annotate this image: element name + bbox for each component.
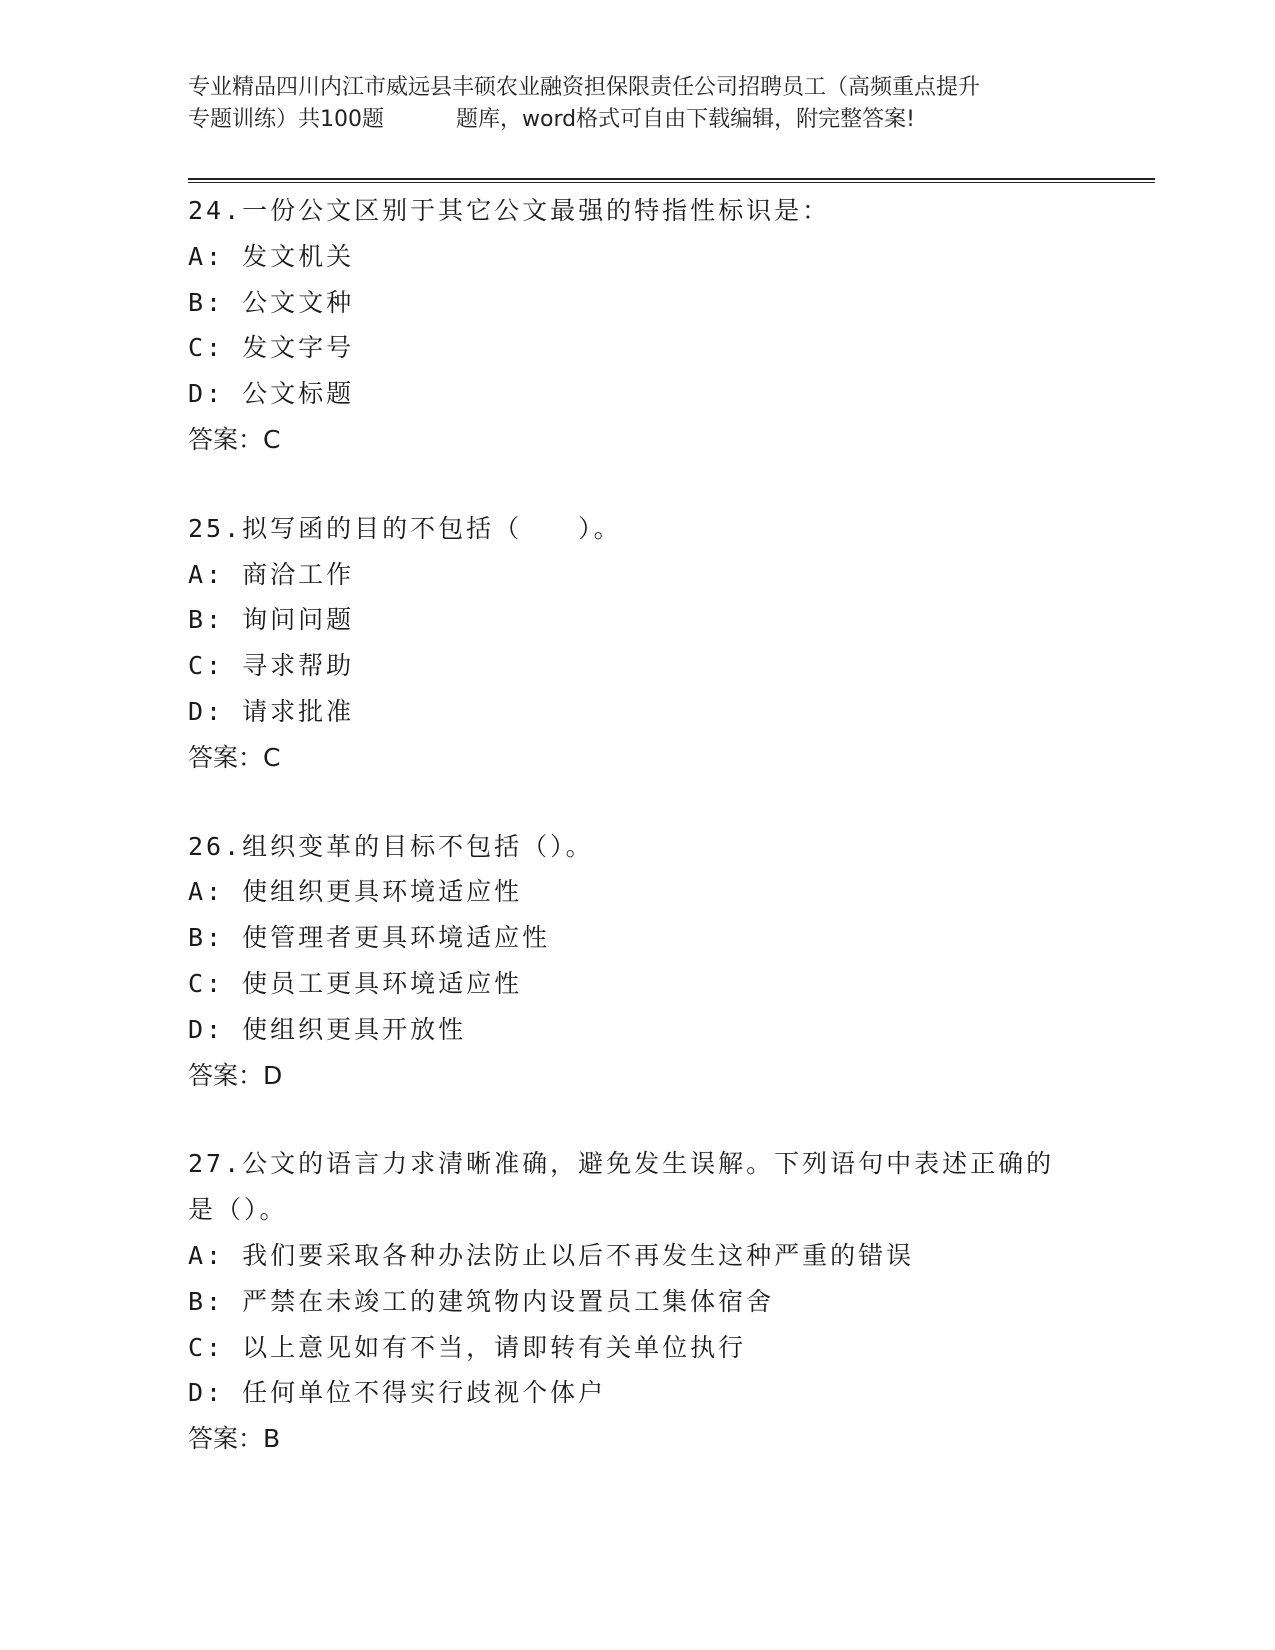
option-b: B: 使管理者更具环境适应性 bbox=[188, 923, 551, 953]
option-d: D: 请求批准 bbox=[188, 696, 355, 726]
option-b: B: 严禁在未竣工的建筑物内设置员工集体宿舍 bbox=[188, 1286, 775, 1316]
option-a: A: 商洽工作 bbox=[188, 559, 355, 589]
question-24 bbox=[188, 188, 1148, 463]
option-c: C: 发文字号 bbox=[188, 333, 355, 363]
option-c: C: 以上意见如有不当，请即转有关单位执行 bbox=[188, 1332, 747, 1362]
question-26 bbox=[188, 824, 1148, 1099]
question-25 bbox=[188, 506, 1148, 781]
header-divider-thin bbox=[188, 182, 1155, 183]
header-title-line2 bbox=[188, 104, 1098, 136]
question-stem: 27.公文的语言力求清晰准确，避免发生误解。下列语句中表述正确的 bbox=[188, 1149, 1055, 1179]
header-divider bbox=[188, 178, 1155, 180]
option-b: B: 公文文种 bbox=[188, 287, 355, 317]
option-d: D: 公文标题 bbox=[188, 379, 355, 409]
option-d: D: 任何单位不得实行歧视个体户 bbox=[188, 1378, 607, 1408]
answer: 答案：B bbox=[188, 1424, 281, 1454]
option-c: C: 寻求帮助 bbox=[188, 651, 355, 681]
answer: 答案：C bbox=[188, 424, 281, 454]
question-stem: 24.一份公文区别于其它公文最强的特指性标识是： bbox=[188, 196, 831, 225]
option-a: A: 使组织更具环境适应性 bbox=[188, 877, 523, 907]
answer: 答案：C bbox=[188, 742, 281, 772]
question-stem: 25.拟写函的目的不包括（ ）。 bbox=[188, 513, 622, 543]
question-27 bbox=[188, 1141, 1148, 1462]
header-title-line2-right: 题库，word格式可自由下载编辑，附完整答案! bbox=[456, 107, 915, 132]
question-list bbox=[188, 188, 1148, 1505]
option-c: C: 使员工更具环境适应性 bbox=[188, 968, 523, 998]
option-a: A: 发文机关 bbox=[188, 241, 355, 271]
question-stem: 26.组织变革的目标不包括（）。 bbox=[188, 831, 594, 861]
option-a: A: 我们要采取各种办法防止以后不再发生这种严重的错误 bbox=[188, 1240, 915, 1270]
answer: 答案：D bbox=[188, 1060, 283, 1090]
option-b: B: 询问问题 bbox=[188, 605, 355, 635]
header-title-line2-left: 专题训练）共100题 bbox=[188, 107, 384, 132]
question-stem-continued: 是（）。 bbox=[188, 1195, 288, 1225]
header-title-line1: 专业精品四川内江市威远县丰硕农业融资担保限责任公司招聘员工（高频重点提升 bbox=[188, 75, 981, 100]
document-header bbox=[188, 72, 1098, 136]
option-d: D: 使组织更具开放性 bbox=[188, 1014, 467, 1044]
